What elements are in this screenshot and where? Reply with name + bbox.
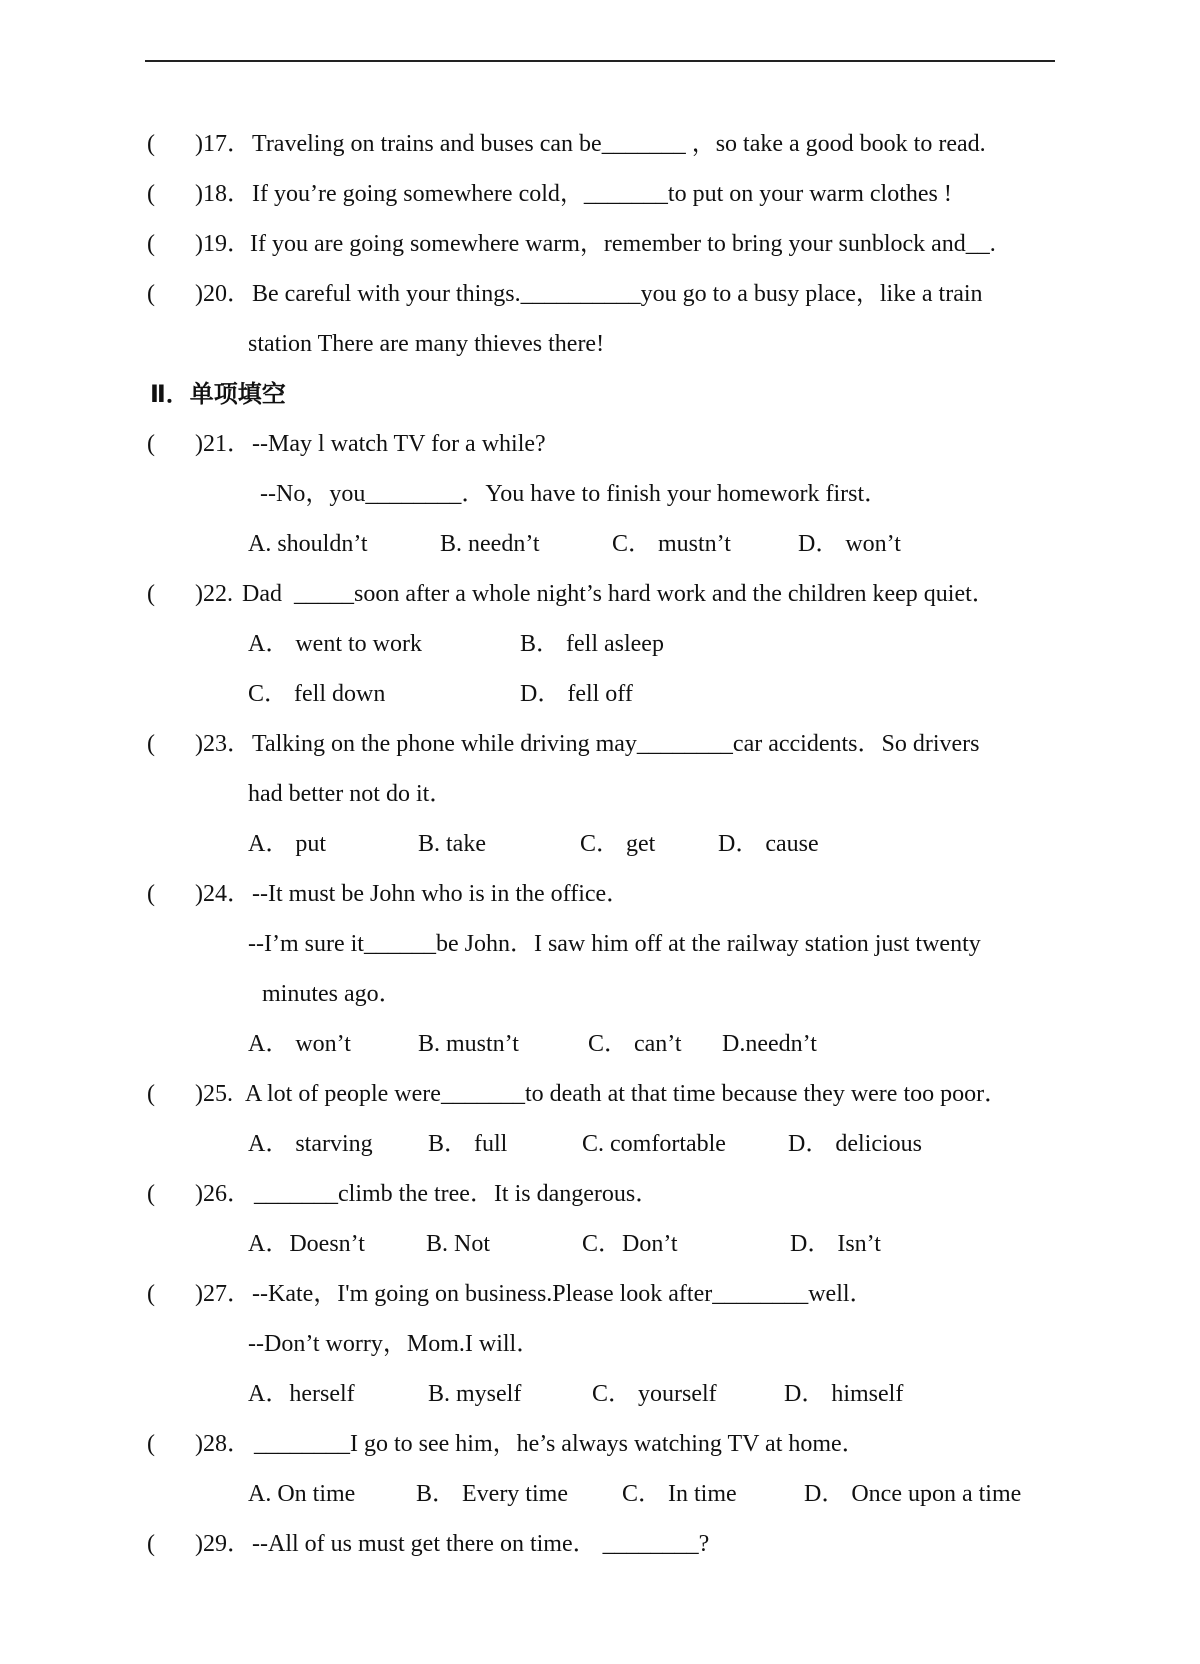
option-b: B. needn’t — [440, 531, 540, 557]
question-number: )20． — [195, 281, 251, 307]
header-rule — [145, 60, 1055, 62]
question-text: --May l watch TV for a while? — [252, 431, 546, 457]
option-a: A． starving — [248, 1131, 373, 1157]
question-text: --All of us must get there on time． ________? — [252, 1531, 710, 1557]
answer-paren: ( — [147, 231, 155, 257]
answer-paren: ( — [147, 281, 155, 307]
question-number: )23． — [195, 731, 251, 757]
option-c: C． In time — [622, 1481, 737, 1507]
answer-paren: ( — [147, 431, 155, 457]
question-number: )26． — [195, 1181, 251, 1207]
section-heading: Ⅱ．单项填空 — [150, 380, 286, 408]
question-number: )22. — [195, 581, 233, 607]
question-number: )21． — [195, 431, 251, 457]
option-d: D.needn’t — [722, 1031, 817, 1057]
question-text: If you are going somewhere warm，remember to bring your sunblock and__. — [250, 231, 996, 257]
question-text: Traveling on trains and buses can be_______ ，so take a good book to read. — [252, 131, 986, 157]
answer-paren: ( — [147, 1431, 155, 1457]
option-d: D． Once upon a time — [804, 1481, 1022, 1507]
dialogue-reply: --No，you________．You have to finish your homework first． — [260, 481, 889, 507]
option-d: D． Isn’t — [790, 1231, 881, 1257]
question-number: )17． — [195, 131, 251, 157]
option-b: B. Not — [426, 1231, 491, 1257]
option-c: C． fell down — [248, 681, 386, 707]
answer-paren: ( — [147, 1081, 155, 1107]
option-a: A． put — [248, 831, 326, 857]
option-b: B. take — [418, 831, 486, 857]
option-c: C． yourself — [592, 1381, 717, 1407]
question-text: Be careful with your things.__________you go to a busy place，like a train — [252, 281, 983, 307]
option-a: A．herself — [248, 1381, 355, 1407]
question-number: )19． — [195, 231, 251, 257]
option-d: D． fell off — [520, 681, 633, 707]
dialogue-reply-continued: minutes ago． — [262, 981, 403, 1007]
dialogue-reply: --Don’t worry，Mom.I will． — [248, 1331, 541, 1357]
option-c: C．Don’t — [582, 1231, 678, 1257]
answer-paren: ( — [147, 881, 155, 907]
option-c: C． mustn’t — [612, 531, 731, 557]
question-number: )28． — [195, 1431, 251, 1457]
option-b: B. mustn’t — [418, 1031, 519, 1057]
option-b: B． full — [428, 1131, 508, 1157]
option-b: B． Every time — [416, 1481, 568, 1507]
question-text: If you’re going somewhere cold，_______to put on your warm clothes ! — [252, 181, 952, 207]
option-a: A．Doesn’t — [248, 1231, 365, 1257]
option-a: A. shouldn’t — [248, 531, 368, 557]
option-c: C． can’t — [588, 1031, 682, 1057]
option-d: D． cause — [718, 831, 819, 857]
question-number: )25. — [195, 1081, 233, 1107]
answer-paren: ( — [147, 731, 155, 757]
option-d: D． delicious — [788, 1131, 922, 1157]
question-text: Talking on the phone while driving may________car accidents．So drivers — [252, 731, 980, 757]
question-number: )29． — [195, 1531, 251, 1557]
option-c: C． get — [580, 831, 656, 857]
question-text: ________I go to see him，he’s always watching TV at home． — [254, 1431, 866, 1457]
answer-paren: ( — [147, 581, 155, 607]
question-number: )18． — [195, 181, 251, 207]
answer-paren: ( — [147, 181, 155, 207]
question-text-continued: station There are many thieves there! — [248, 331, 605, 357]
option-a: A. On time — [248, 1481, 356, 1507]
question-number: )27． — [195, 1281, 251, 1307]
question-text-continued: had better not do it． — [248, 781, 454, 807]
question-number: )24． — [195, 881, 251, 907]
answer-paren: ( — [147, 131, 155, 157]
option-a: A． won’t — [248, 1031, 351, 1057]
question-text: --It must be John who is in the office． — [252, 881, 631, 907]
answer-paren: ( — [147, 1181, 155, 1207]
option-b: B． fell asleep — [520, 631, 664, 657]
question-text: --Kate，I'm going on business.Please look after________well． — [252, 1281, 874, 1307]
answer-paren: ( — [147, 1531, 155, 1557]
option-b: B. myself — [428, 1381, 522, 1407]
option-c: C. comfortable — [582, 1131, 726, 1157]
option-a: A． went to work — [248, 631, 422, 657]
question-text: Dad _____soon after a whole night’s hard work and the children keep quiet． — [242, 581, 996, 607]
question-text: A lot of people were_______to death at that time because they were too poor． — [245, 1081, 1009, 1107]
option-d: D． himself — [784, 1381, 904, 1407]
dialogue-reply: --I’m sure it______be John．I saw him off at the railway station just twenty — [248, 931, 981, 957]
answer-paren: ( — [147, 1281, 155, 1307]
option-d: D． won’t — [798, 531, 901, 557]
question-text: _______climb the tree．It is dangerous． — [254, 1181, 660, 1207]
